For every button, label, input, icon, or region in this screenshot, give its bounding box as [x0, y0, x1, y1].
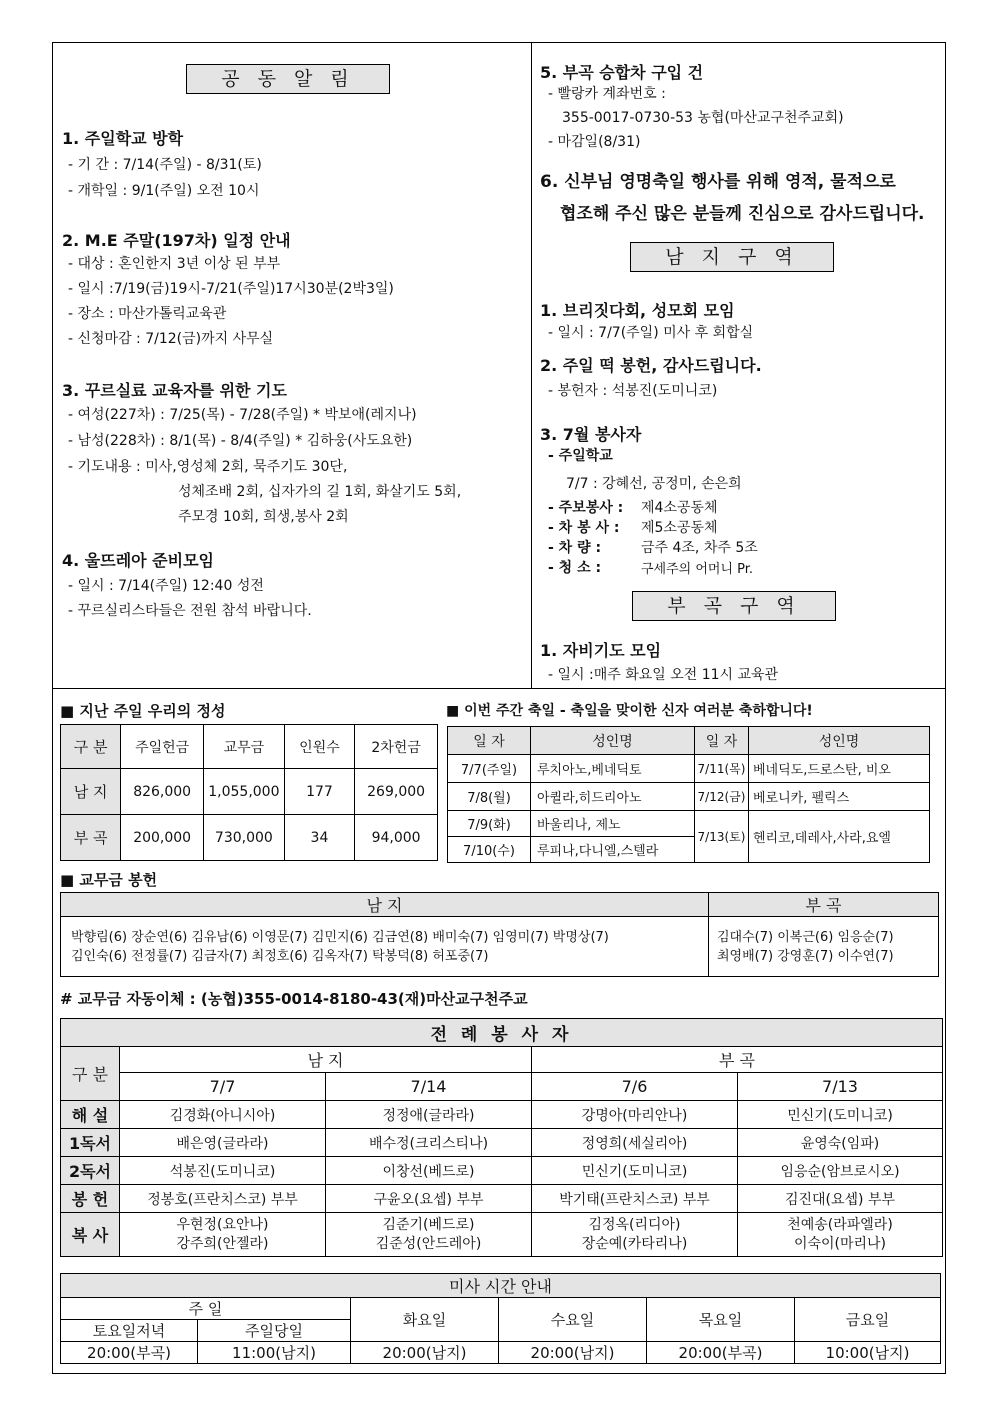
- feast-saints: 아퀼라,히드리아노: [531, 783, 695, 811]
- auto-transfer-note: # 교무금 자동이체 : (농협)355-0014-8180-43(재)마산교구천주교: [60, 990, 528, 1008]
- liturgy-cell: [532, 1213, 738, 1257]
- dues-bugok-line: 김대수(7) 이복근(6) 임응순(7): [717, 929, 894, 945]
- feast-title: ■ 이번 주간 축일 - 축일을 맞이한 신자 여러분 축하합니다!: [446, 703, 813, 719]
- dues-table: [60, 892, 939, 977]
- mass-time: 20:00(부곡): [61, 1342, 198, 1364]
- mass-table: [60, 1273, 941, 1364]
- liturgy-cell: 정봉호(프란치스코) 부부: [120, 1185, 326, 1213]
- notice-1-line: - 기 간 : 7/14(주일) - 8/31(토): [68, 157, 262, 173]
- dues-bugok-line: 최영배(7) 강영훈(7) 이수연(7): [717, 948, 894, 964]
- notice-1-line: - 개학일 : 9/1(주일) 오전 10시: [68, 183, 260, 199]
- mass-sunday: 주 일: [61, 1298, 351, 1320]
- offering-cell: 269,000: [355, 769, 438, 815]
- liturgy-cell: 배수정(크리스티나): [326, 1129, 532, 1157]
- volunteer-value: 제4소공동체: [641, 500, 718, 516]
- feast-date: 7/10(수): [448, 837, 531, 863]
- namji-district-title: 남 지 구 역: [630, 242, 834, 272]
- liturgy-cell: [738, 1213, 943, 1257]
- liturgy-gubun: 구 분: [61, 1047, 120, 1101]
- offering-row-label: 부 곡: [61, 815, 121, 861]
- mass-day: 목요일: [647, 1298, 795, 1342]
- offering-cell: 34: [284, 815, 354, 861]
- feast-saints: 루치아노,베네딕토: [531, 755, 695, 783]
- notice-3-line: - 여성(227차) : 7/25(목) - 7/28(주일) * 박보애(레지나): [68, 407, 417, 423]
- liturgy-date: 7/6: [532, 1073, 738, 1101]
- feast-header: 일 자: [695, 727, 749, 755]
- dues-header-bugok: 부 곡: [709, 893, 939, 917]
- namji-1-heading: 1. 브리짓다회, 성모회 모임: [540, 301, 735, 320]
- liturgy-date: 7/7: [120, 1073, 326, 1101]
- namji-1-line: - 일시 : 7/7(주일) 미사 후 회합실: [548, 325, 754, 341]
- offering-cell: 826,000: [121, 769, 204, 815]
- offering-cell: 177: [284, 769, 354, 815]
- dues-namji-line: 박향림(6) 장순연(6) 김유남(6) 이영문(7) 김민지(6) 김금연(8) 배미숙(7) 임영미(7) 박명상(7): [71, 929, 609, 945]
- notice-4-line: - 꾸르실리스타들은 전원 참석 바랍니다.: [68, 603, 312, 619]
- mass-time: 10:00(남지): [795, 1342, 941, 1364]
- feast-date: 7/9(화): [448, 811, 531, 837]
- notice-2-line: - 장소 : 마산가톨릭교육관: [68, 306, 227, 322]
- volunteer-key: - 차 봉 사 :: [548, 520, 620, 536]
- mass-time: 20:00(남지): [499, 1342, 647, 1364]
- feast-header: 성인명: [749, 727, 930, 755]
- notice-3-line: - 기도내용 : 미사,영성체 2회, 묵주기도 30단,: [68, 459, 348, 475]
- offering-header: 구 분: [61, 725, 121, 769]
- notice-3-line: 성체조배 2회, 십자가의 길 1회, 화살기도 5회,: [178, 484, 462, 500]
- liturgy-cell: 임응순(암브로시오): [738, 1157, 943, 1185]
- liturgy-table: [60, 1018, 943, 1257]
- notice-2-line: - 신청마감 : 7/12(금)까지 사무실: [68, 331, 274, 347]
- feast-header: 성인명: [531, 727, 695, 755]
- offering-title: ■ 지난 주일 우리의 정성: [60, 702, 226, 720]
- volunteer-value: 금주 4조, 차주 5조: [641, 540, 758, 556]
- mass-day: 금요일: [795, 1298, 941, 1342]
- liturgy-role: 복 사: [61, 1213, 120, 1257]
- liturgy-cell: 김경화(아니시아): [120, 1101, 326, 1129]
- namji-3-heading: 3. 7월 봉사자: [540, 425, 642, 444]
- offering-cell: 200,000: [121, 815, 204, 861]
- liturgy-cell: 정정애(글라라): [326, 1101, 532, 1129]
- offering-cell: 1,055,000: [204, 769, 285, 815]
- mass-day: 화요일: [351, 1298, 499, 1342]
- feast-saints: 바울리나, 제노: [531, 811, 695, 837]
- altar-server: 장순예(카타리나): [581, 1235, 688, 1252]
- feast-date: 7/13(토): [695, 811, 749, 863]
- notice-2-heading: 2. M.E 주말(197차) 일정 안내: [62, 231, 291, 250]
- liturgy-namji: 남 지: [120, 1047, 532, 1073]
- liturgy-cell: 배은영(글라라): [120, 1129, 326, 1157]
- altar-server: 우현정(요안나): [176, 1216, 269, 1233]
- offering-header: 주일헌금: [121, 725, 204, 769]
- mass-day: 수요일: [499, 1298, 647, 1342]
- namji-2-heading: 2. 주일 떡 봉헌, 감사드립니다.: [540, 356, 762, 375]
- liturgy-role: 봉 헌: [61, 1185, 120, 1213]
- feast-table: [447, 726, 930, 863]
- notice-5-line: - 마감일(8/31): [548, 134, 641, 150]
- liturgy-role: 2독서: [61, 1157, 120, 1185]
- dues-bugok-cell: [709, 917, 939, 977]
- notice-5-line: 355-0017-0730-53 농협(마산교구천주교회): [562, 110, 844, 126]
- liturgy-cell: 김진대(요셉) 부부: [738, 1185, 943, 1213]
- notice-5-line: - 빨랑카 계좌번호 :: [548, 86, 666, 102]
- altar-server: 김준기(베드로): [382, 1216, 475, 1233]
- liturgy-date: 7/14: [326, 1073, 532, 1101]
- notice-1-heading: 1. 주일학교 방학: [62, 129, 184, 148]
- feast-saints: 루피나,다니엘,스텔라: [531, 837, 695, 863]
- altar-server: 김정옥(리디아): [588, 1216, 681, 1233]
- notice-3-heading: 3. 꾸르실료 교육자를 위한 기도: [62, 381, 287, 400]
- liturgy-cell: 박기태(프란치스코) 부부: [532, 1185, 738, 1213]
- feast-date: 7/11(목): [695, 755, 749, 783]
- liturgy-role: 1독서: [61, 1129, 120, 1157]
- dues-header-namji: 남 지: [61, 893, 709, 917]
- feast-saints: 베로니카, 펠릭스: [749, 783, 930, 811]
- liturgy-cell: [326, 1213, 532, 1257]
- offering-row-label: 남 지: [61, 769, 121, 815]
- feast-date: 7/12(금): [695, 783, 749, 811]
- offering-header: 2차헌금: [355, 725, 438, 769]
- liturgy-date: 7/13: [738, 1073, 943, 1101]
- dues-namji-line: 김인숙(6) 전정률(7) 김금자(7) 최정호(6) 김옥자(7) 탁봉덕(8) 허포중(7): [71, 948, 489, 964]
- mass-day: 토요일저녁: [61, 1320, 198, 1342]
- mass-title: 미사 시간 안내: [61, 1274, 941, 1298]
- offering-table: [60, 724, 438, 861]
- mass-time: 20:00(남지): [351, 1342, 499, 1364]
- notice-5-heading: 5. 부곡 승합차 구입 건: [540, 63, 704, 82]
- notice-6-line: 6. 신부님 영명축일 행사를 위해 영적, 물적으로: [540, 172, 896, 192]
- notice-3-line: 주모경 10회, 희생,봉사 2회: [178, 509, 349, 525]
- notice-4-heading: 4. 울뜨레아 준비모임: [62, 551, 214, 570]
- section-divider: [52, 688, 946, 689]
- offering-header: 인원수: [284, 725, 354, 769]
- volunteer-key: - 주보봉사 :: [548, 500, 624, 516]
- mass-time: 20:00(부곡): [647, 1342, 795, 1364]
- notice-2-line: - 일시 :7/19(금)19시-7/21(주일)17시30분(2박3일): [68, 281, 394, 297]
- feast-saints: 헨리코,데레사,사라,요엘: [749, 811, 930, 863]
- namji-2-line: - 봉헌자 : 석봉진(도미니코): [548, 383, 718, 399]
- volunteer-key: - 차 량 :: [548, 540, 602, 556]
- mass-day: 주일당일: [198, 1320, 351, 1342]
- notice-3-line: - 남성(228차) : 8/1(목) - 8/4(주일) * 김하웅(사도요한): [68, 433, 413, 449]
- notice-4-line: - 일시 : 7/14(주일) 12:40 성전: [68, 578, 264, 594]
- common-notice-title: 공 동 알 림: [186, 64, 390, 94]
- dues-title: ■ 교무금 봉헌: [60, 871, 158, 889]
- notice-2-line: - 대상 : 혼인한지 3년 이상 된 부부: [68, 256, 281, 272]
- namji-3-line: 7/7 : 강혜선, 공정미, 손은희: [566, 476, 742, 492]
- altar-server: 이숙이(마리나): [793, 1235, 887, 1252]
- feast-date: 7/7(주일): [448, 755, 531, 783]
- offering-cell: 730,000: [204, 815, 285, 861]
- offering-header: 교무금: [204, 725, 285, 769]
- altar-server: 강주희(안젤라): [176, 1235, 269, 1252]
- volunteer-key: - 청 소 :: [548, 560, 602, 576]
- feast-saints: 베네딕도,드로스탄, 비오: [749, 755, 930, 783]
- liturgy-cell: 윤영숙(임파): [738, 1129, 943, 1157]
- bugok-1-line: - 일시 :매주 화요일 오전 11시 교육관: [548, 667, 779, 683]
- feast-header: 일 자: [448, 727, 531, 755]
- dues-namji-cell: [61, 917, 709, 977]
- liturgy-cell: 석봉진(도미니코): [120, 1157, 326, 1185]
- offering-cell: 94,000: [355, 815, 438, 861]
- liturgy-bugok: 부 곡: [532, 1047, 943, 1073]
- liturgy-cell: [120, 1213, 326, 1257]
- liturgy-cell: 민신기(도미니코): [532, 1157, 738, 1185]
- bugok-district-title: 부 곡 구 역: [632, 591, 836, 621]
- volunteer-value: 구세주의 어머니 Pr.: [641, 562, 754, 577]
- namji-3-sub: - 주일학교: [548, 448, 613, 464]
- feast-date: 7/8(월): [448, 783, 531, 811]
- altar-server: 천예송(라파엘라): [787, 1216, 893, 1233]
- liturgy-cell: 민신기(도미니코): [738, 1101, 943, 1129]
- liturgy-cell: 이창선(베드로): [326, 1157, 532, 1185]
- column-divider: [531, 42, 532, 688]
- volunteer-value: 제5소공동체: [641, 520, 718, 536]
- liturgy-cell: 정영희(세실리아): [532, 1129, 738, 1157]
- notice-6-line: 협조해 주신 많은 분들께 진심으로 감사드립니다.: [560, 204, 925, 224]
- liturgy-cell: 구윤오(요셉) 부부: [326, 1185, 532, 1213]
- altar-server: 김준성(안드레아): [375, 1235, 482, 1252]
- bugok-1-heading: 1. 자비기도 모임: [540, 641, 662, 660]
- liturgy-cell: 강명아(마리안나): [532, 1101, 738, 1129]
- liturgy-title: 전 례 봉 사 자: [61, 1019, 943, 1047]
- mass-time: 11:00(남지): [198, 1342, 351, 1364]
- liturgy-role: 해 설: [61, 1101, 120, 1129]
